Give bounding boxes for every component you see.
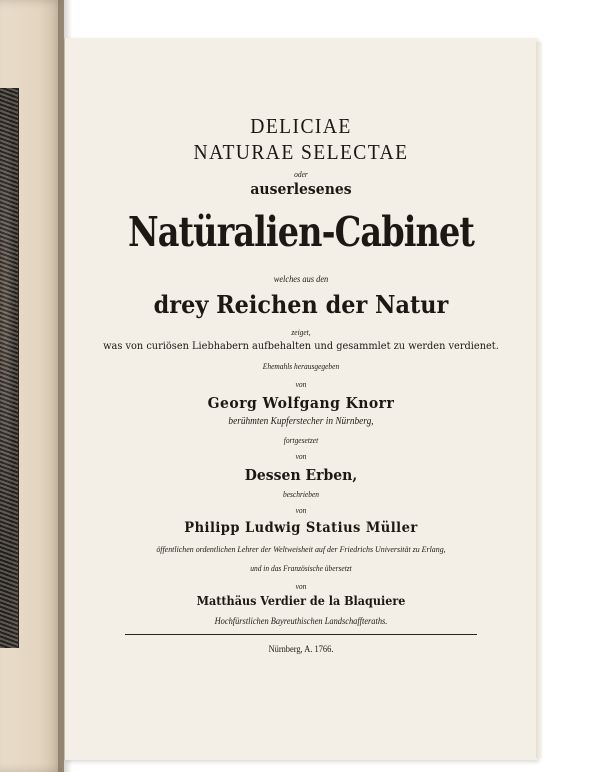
title-line-fortgesetzet: fortgesetzet bbox=[283, 436, 319, 445]
title-line-zeiget: zeiget, bbox=[291, 328, 311, 337]
title-line-was-von: was von curiösen Liebhabern aufbehalten und gesammlet zu werden verdienet. bbox=[103, 340, 499, 352]
heirs-line: Dessen Erben, bbox=[244, 466, 358, 484]
imprint: Nürnberg, A. 1766. bbox=[268, 644, 334, 654]
page-edge bbox=[536, 42, 542, 758]
title-line-von-4: von bbox=[295, 582, 307, 591]
engraved-frontispiece bbox=[0, 88, 19, 648]
imprint-rule bbox=[125, 634, 477, 635]
title-line-von-3: von bbox=[295, 506, 307, 515]
title-line-deliciae: DELICIAE bbox=[250, 114, 352, 138]
title-line-von-2: von bbox=[295, 452, 307, 461]
title-line-oder: oder bbox=[294, 170, 308, 179]
facing-page bbox=[0, 0, 64, 772]
author-knorr-title: berühmten Kupferstecher in Nürnberg, bbox=[228, 416, 374, 427]
translator-name: Matthäus Verdier de la Blaquiere bbox=[196, 594, 406, 608]
title-line-ehemahls: Ehemahls herausgegeben bbox=[262, 362, 340, 371]
title-line-uebersetzt: und in das Französische übersetzt bbox=[250, 564, 352, 573]
title-line-auserlesenes: auserlesenes bbox=[250, 180, 352, 198]
author-mueller: Philipp Ludwig Statius Müller bbox=[184, 520, 418, 536]
main-title: Natüralien-Cabinet bbox=[127, 208, 474, 257]
author-knorr: Georg Wolfgang Knorr bbox=[207, 394, 395, 412]
title-line-welches: welches aus den bbox=[273, 274, 329, 284]
title-line-drey-reichen: drey Reichen der Natur bbox=[153, 290, 449, 319]
author-mueller-title: öffentlichen ordentlichen Lehrer der Weltweisheit auf der Friedrichs Universität zu Erlang, bbox=[156, 544, 446, 554]
title-line-beschrieben: beschrieben bbox=[282, 490, 320, 499]
title-line-von-1: von bbox=[295, 380, 307, 389]
title-page bbox=[64, 38, 537, 760]
title-line-naturae-selectae: NATURAE SELECTAE bbox=[193, 140, 409, 164]
translator-title: Hochfürstlichen Bayreuthischen Landschaffteraths. bbox=[214, 616, 388, 626]
